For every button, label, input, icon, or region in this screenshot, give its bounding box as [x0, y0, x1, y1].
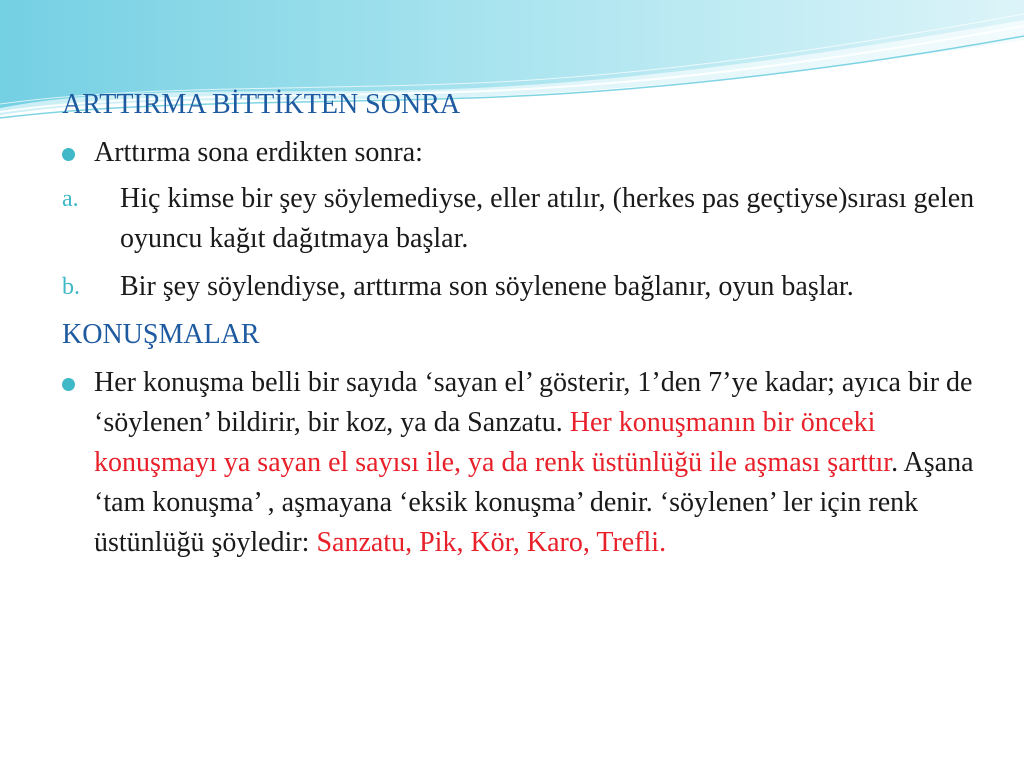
bullet-dot-icon — [62, 378, 75, 391]
numbered-item-a — [62, 179, 982, 259]
bullet-item — [62, 133, 982, 173]
list-marker-b: b. — [62, 274, 80, 300]
highlighted-rule-text: Her konuşmanın bir önceki konuşmayı ya sayan el sayısı ile, ya da renk üstünlüğü ile aşması şarttır — [94, 407, 892, 478]
section-heading-konusmalar: KONUŞMALAR — [62, 319, 260, 350]
bullet-dot-icon — [62, 148, 75, 161]
numbered-item-b — [62, 267, 982, 307]
paragraph-text: Her konuşma belli bir sayıda ‘sayan el’ gösterir, 1’den 7’ye kadar; ayıca bir de ‘söylenen’ bildirir, bir koz, ya da Sanzatu. — [94, 367, 973, 438]
paragraph-text: . Aşana ‘tam konuşma’ , aşmayana ‘eksik konuşma’ denir. ‘söylenen’ ler için renk üstünlüğü şöyledir: — [94, 447, 974, 558]
section-heading-arttirma: ARTTIRMA BİTTİKTEN SONRA — [62, 89, 461, 120]
bullet-text: Arttırma sona erdikten sonra: — [94, 137, 423, 168]
numbered-item-text: Hiç kimse bir şey söylemediyse, eller atılır, (herkes pas geçtiyse)sırası gelen oyuncu kağıt dağıtmaya başlar. — [120, 183, 975, 254]
list-marker-a: a. — [62, 186, 79, 212]
slide-content — [62, 85, 982, 569]
bullet-item-konusmalar — [62, 363, 982, 563]
numbered-item-text: Bir şey söylendiyse, arttırma son söylenene bağlanır, oyun başlar. — [120, 271, 854, 302]
highlighted-suit-order-text: Sanzatu, Pik, Kör, Karo, Trefli. — [316, 527, 667, 558]
